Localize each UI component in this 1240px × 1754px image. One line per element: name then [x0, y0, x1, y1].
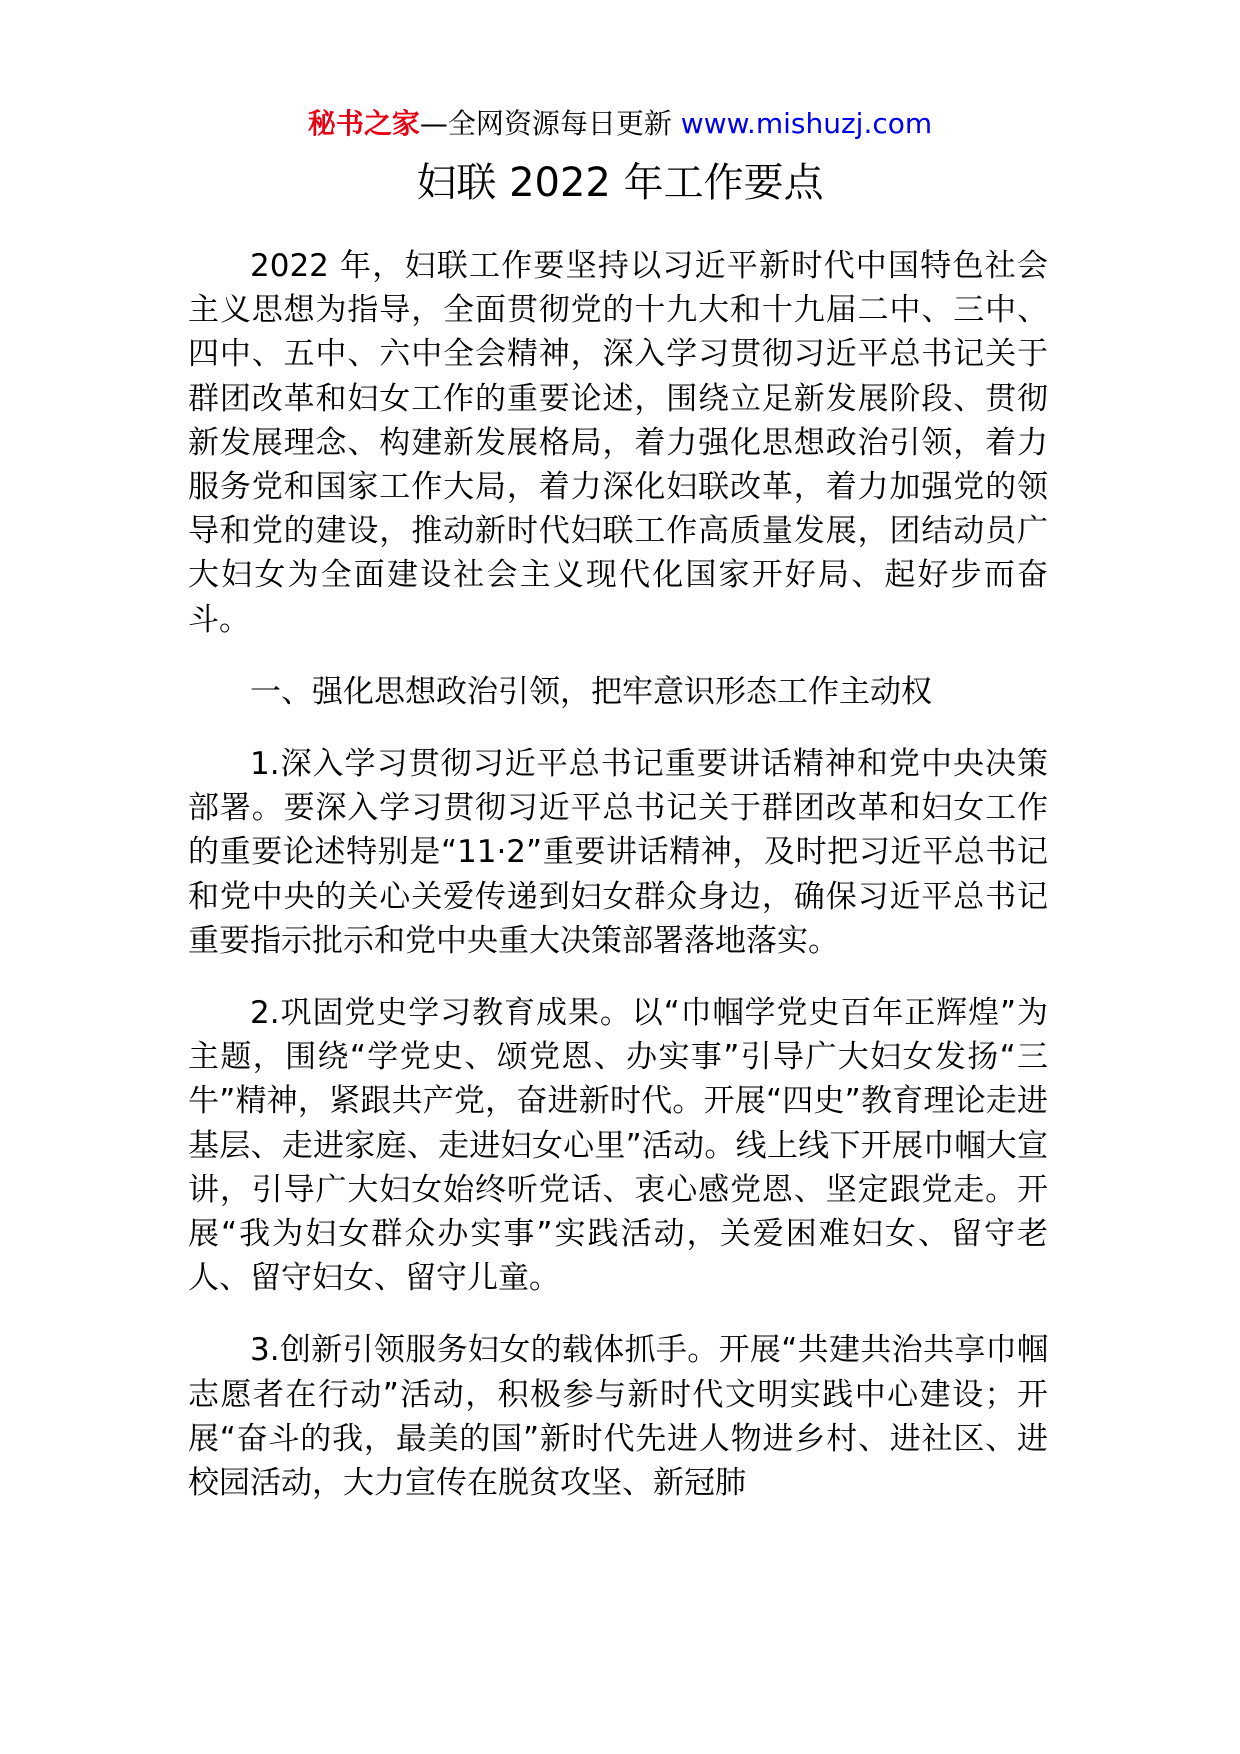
site-header [0, 106, 1240, 142]
intro-paragraph: 2022 年，妇联工作要坚持以习近平新时代中国特色社会主义思想为指导，全面贯彻党的十九大和十九届二中、三中、四中、五中、六中全会精神，深入学习贯彻习近平总书记关于群团改革和妇女工作的重要论述，围绕立足新发展阶段、贯彻新发展理念、构建新发展格局，着力强化思想政治引领，着力服务党和国家工作大局，着力深化妇联改革，着力加强党的领导和党的建设，推动新时代妇联工作高质量发展，团结动员广大妇女为全面建设社会主义现代化国家开好局、起好步而奋斗。 [188, 248, 1048, 638]
section-heading: 一、强化思想政治引领，把牢意识形态工作主动权 [250, 673, 932, 710]
site-brand: 秘书之家 [307, 107, 420, 140]
site-tagline: —全网资源每日更新 [419, 107, 672, 140]
document-title: 妇联 2022 年工作要点 [416, 160, 824, 206]
site-url-link[interactable]: www.mishuzj.com [680, 107, 933, 140]
body-paragraph: 1.深入学习贯彻习近平总书记重要讲话精神和党中央决策部署。要深入学习贯彻习近平总书记关于群团改革和妇女工作的重要论述特别是“11·2”重要讲话精神，及时把习近平总书记和党中央的关心关爱传递到妇女群众身边，确保习近平总书记重要指示批示和党中央重大决策部署落地落实。 [188, 746, 1048, 959]
document-body [188, 244, 1048, 1533]
body-paragraph: 2.巩固党史学习教育成果。以“巾帼学党史百年正辉煌”为主题，围绕“学党史、颂党恩、办实事”引导广大妇女发扬“三牛”精神，紧跟共产党，奋进新时代。开展“四史”教育理论走进基层、走进家庭、走进妇女心里”活动。线上线下开展巾帼大宣讲，引导广大妇女始终听党话、衷心感党恩、坚定跟党走。开展“我为妇女群众办实事”实践活动，关爱困难妇女、留守老人、留守妇女、留守儿童。 [188, 995, 1048, 1297]
body-paragraph: 3.创新引领服务妇女的载体抓手。开展“共建共治共享巾帼志愿者在行动”活动，积极参与新时代文明实践中心建设；开展“奋斗的我，最美的国”新时代先进人物进乡村、进社区、进校园活动，大力宣传在脱贫攻坚、新冠肺 [188, 1332, 1048, 1502]
